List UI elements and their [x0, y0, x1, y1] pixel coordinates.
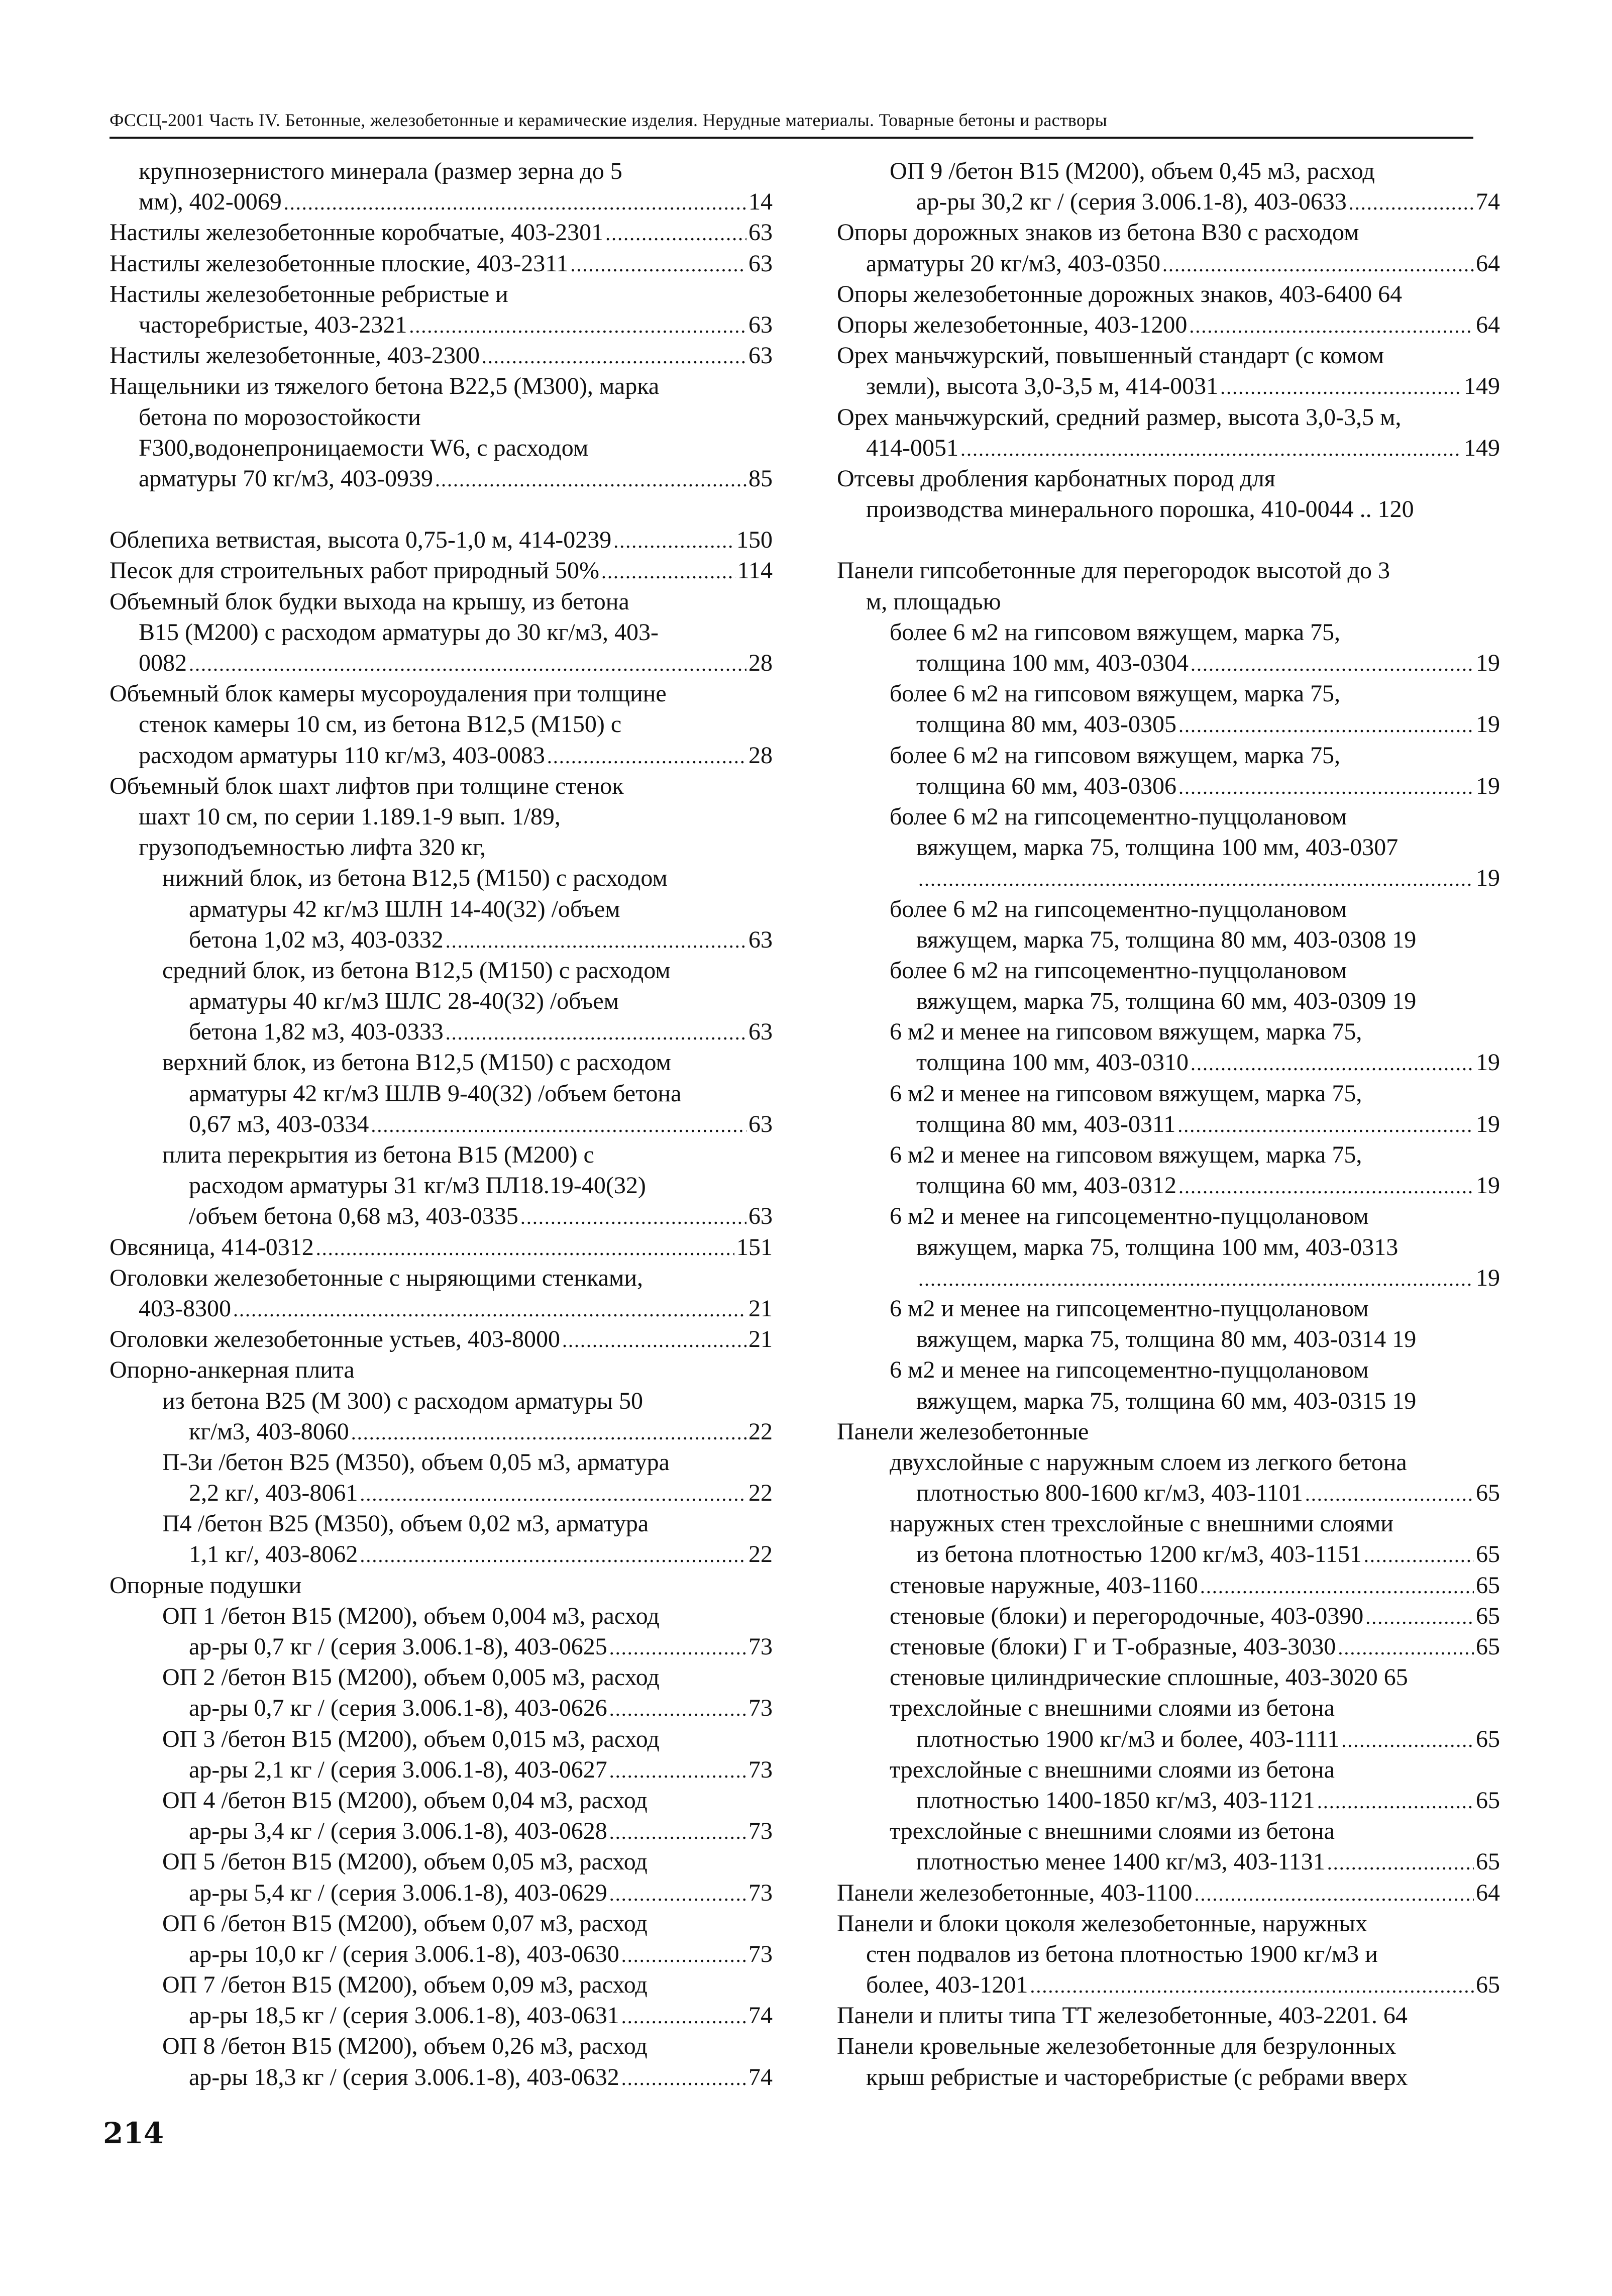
- index-entry-with-page: [110, 217, 773, 248]
- page-ref: 74: [748, 2063, 773, 2091]
- index-entry-line: Опоры дорожных знаков из бетона В30 с расходом: [837, 219, 1359, 246]
- index-entry-with-page: [837, 863, 1500, 893]
- dot-leader: [601, 556, 735, 587]
- index-entry-with-page: [110, 1754, 773, 1785]
- index-entry-with-page: [110, 309, 773, 340]
- page-ref: 14: [748, 188, 773, 216]
- index-entry-line: ОП 1 /бетон В15 (М200), объем 0,004 м3, расход: [162, 1602, 660, 1629]
- entry-text: ар-ры 0,7 кг / (серия 3.006.1-8), 403-0625: [189, 1633, 607, 1660]
- index-entry-with-page: [837, 1570, 1500, 1601]
- page-ref: 73: [748, 1633, 773, 1660]
- index-entry-line: Опорно-анкерная плита: [110, 1356, 355, 1384]
- entry-text: плотностью 1900 кг/м3 и более, 403-1111: [916, 1725, 1340, 1752]
- page-ref: 65: [1476, 1787, 1500, 1814]
- entry-text: толщина 100 мм, 403-0304: [916, 650, 1189, 676]
- index-entry-with-page: [110, 1539, 773, 1570]
- page-number: 214: [103, 2116, 164, 2150]
- dot-leader: [371, 1110, 746, 1140]
- index-entry-with-page: [110, 740, 773, 771]
- dot-leader: [1162, 249, 1474, 280]
- index-entry-line: П-3и /бетон В25 (М350), объем 0,05 м3, арматура: [162, 1448, 670, 1476]
- index-entry-line: Орех маньчжурский, повышенный стандарт (с комом: [837, 342, 1384, 369]
- header-rule: [110, 137, 1473, 139]
- entry-text: Опоры железобетонные, 403-1200: [837, 311, 1188, 338]
- dot-leader: [520, 1202, 746, 1232]
- page-ref: 65: [1476, 1480, 1500, 1507]
- dot-leader: [609, 1694, 746, 1724]
- index-entry-line: трехслойные с внешними слоями из бетона: [890, 1756, 1335, 1783]
- page-ref: 73: [748, 1940, 773, 1967]
- page-ref: 19: [1476, 865, 1500, 892]
- index-entry-line: стеновые цилиндрические сплошные, 403-3020 65: [890, 1664, 1408, 1691]
- index-entry-with-page: [837, 1478, 1500, 1508]
- index-entry-with-page: [837, 1263, 1500, 1293]
- index-entry-with-page: [837, 1601, 1500, 1631]
- page-ref: 63: [748, 926, 773, 953]
- dot-leader: [316, 1233, 734, 1264]
- dot-leader: [435, 464, 746, 495]
- page-ref: 65: [1476, 1633, 1500, 1660]
- page-ref: 63: [748, 342, 773, 369]
- dot-leader: [609, 1632, 746, 1663]
- dot-leader: [1327, 1847, 1474, 1878]
- page-ref: 65: [1476, 1848, 1500, 1875]
- index-entry-line: из бетона В25 (М 300) с расходом арматуры 50: [162, 1387, 643, 1414]
- index-entry-line: 6 м2 и менее на гипсовом вяжущем, марка 75,: [890, 1018, 1362, 1046]
- index-entry-with-page: [110, 1232, 773, 1263]
- index-entry-with-page: [837, 1969, 1500, 2000]
- dot-leader: [1030, 1970, 1474, 2001]
- index-entry-with-page: [110, 340, 773, 371]
- dot-leader: [446, 1017, 746, 1048]
- dot-leader: [1200, 1571, 1474, 1602]
- index-entry-with-page: [110, 1416, 773, 1447]
- index-entry-line: Оголовки железобетонные с ныряющими стенками,: [110, 1264, 643, 1291]
- page-ref: 65: [1476, 1971, 1500, 1999]
- index-entry-with-page: [110, 1201, 773, 1231]
- page-ref: 22: [748, 1480, 773, 1507]
- index-column-left: [110, 156, 773, 2093]
- page-ref: 73: [748, 1818, 773, 1845]
- page-ref: 151: [736, 1233, 773, 1261]
- index-entry-line: вяжущем, марка 75, толщина 100 мм, 403-0307: [916, 834, 1399, 861]
- entry-text: Оголовки железобетонные устьев, 403-8000: [110, 1326, 560, 1353]
- index-entry-with-page: [837, 1877, 1500, 1908]
- dot-leader: [1191, 1048, 1474, 1079]
- page-ref: 63: [748, 1110, 773, 1137]
- page-ref: 19: [1476, 711, 1500, 738]
- page-ref: 65: [1476, 1725, 1500, 1752]
- dot-leader: [409, 310, 746, 341]
- dot-leader: [605, 218, 746, 249]
- entry-text: ар-ры 30,2 кг / (серия 3.006.1-8), 403-0633: [916, 188, 1347, 216]
- index-entry-with-page: [110, 525, 773, 555]
- entry-text: 0082: [139, 650, 187, 676]
- index-entry-line: П4 /бетон В25 (М350), объем 0,02 м3, арматура: [162, 1510, 649, 1537]
- index-entry-with-page: [110, 1324, 773, 1354]
- entry-text: 1,1 кг/, 403-8062: [189, 1541, 358, 1568]
- index-entry-with-page: [110, 924, 773, 955]
- entry-text: стеновые (блоки) Г и Т-образные, 403-3030: [890, 1633, 1336, 1660]
- index-entry-line: средний блок, из бетона В12,5 (М150) с расходом: [162, 957, 671, 984]
- index-entry-line: ОП 6 /бетон В15 (М200), объем 0,07 м3, расход: [162, 1910, 648, 1937]
- entry-text: ар-ры 18,5 кг / (серия 3.006.1-8), 403-0631: [189, 2002, 619, 2029]
- index-entry-line: Орех маньчжурский, средний размер, высота 3,0-3,5 м,: [837, 403, 1402, 431]
- page-ref: 19: [1476, 1110, 1500, 1137]
- entry-text: часторебристые, 403-2321: [139, 311, 407, 338]
- index-entry-with-page: [110, 648, 773, 678]
- page-ref: 85: [748, 465, 773, 492]
- page-ref: 19: [1476, 1049, 1500, 1076]
- index-entry-line: Панели железобетонные: [837, 1418, 1089, 1445]
- entry-text: 414-0051: [866, 434, 958, 461]
- entry-text: Овсяница, 414-0312: [110, 1233, 314, 1261]
- index-entry-line: Объемный блок будки выхода на крышу, из бетона: [110, 588, 629, 615]
- dot-leader: [351, 1417, 746, 1448]
- dot-leader: [446, 925, 746, 956]
- page-ref: 74: [1476, 188, 1500, 216]
- index-entry-line: вяжущем, марка 75, толщина 100 мм, 403-0313: [916, 1233, 1399, 1261]
- page-ref: 73: [748, 1695, 773, 1722]
- index-column-right: [837, 156, 1500, 2093]
- index-entry-line: Панели гипсобетонные для перегородок высотой до 3: [837, 557, 1390, 584]
- page-ref: 19: [1476, 650, 1500, 676]
- index-entry-line: Панели и плиты типа ТТ железобетонные, 403-2201. 64: [837, 2002, 1408, 2029]
- index-entry-line: плита перекрытия из бетона В15 (М200) с: [162, 1141, 594, 1168]
- entry-text: толщина 60 мм, 403-0312: [916, 1172, 1177, 1199]
- page-ref: 19: [1476, 1264, 1500, 1291]
- entry-text: мм), 402-0069: [139, 188, 282, 216]
- index-entry-line: более 6 м2 на гипсоцементно-пуццолановом: [890, 957, 1347, 984]
- index-entry-with-page: [837, 1631, 1500, 1662]
- entry-text: плотностью менее 1400 кг/м3, 403-1131: [916, 1848, 1325, 1875]
- index-entry-line: нижний блок, из бетона В12,5 (М150) с расходом: [162, 865, 668, 892]
- index-entry-line: ОП 2 /бетон В15 (М200), объем 0,005 м3, расход: [162, 1664, 660, 1691]
- index-entry-line: двухслойные с наружным слоем из легкого бетона: [890, 1448, 1407, 1476]
- dot-leader: [1349, 187, 1474, 218]
- index-entry-with-page: [837, 1724, 1500, 1754]
- entry-text: ар-ры 5,4 кг / (серия 3.006.1-8), 403-0629: [189, 1879, 607, 1906]
- dot-leader: [1178, 1171, 1474, 1202]
- index-entry-line: 6 м2 и менее на гипсоцементно-пуццолановом: [890, 1295, 1369, 1322]
- entry-text: бетона 1,02 м3, 403-0332: [189, 926, 444, 953]
- index-entry-with-page: [110, 1478, 773, 1508]
- index-entry-with-page: [110, 1016, 773, 1047]
- blank-line: [837, 525, 1500, 555]
- page-ref: 114: [737, 557, 773, 584]
- entry-text: Настилы железобетонные коробчатые, 403-2301: [110, 219, 604, 246]
- index-entry-with-page: [110, 463, 773, 494]
- entry-text: ар-ры 18,3 кг / (серия 3.006.1-8), 403-0632: [189, 2063, 619, 2091]
- index-entry-with-page: [110, 248, 773, 279]
- index-entry-line: Настилы железобетонные ребристые и: [110, 280, 508, 307]
- page-ref: 28: [748, 742, 773, 769]
- index-entry-line: Панели и блоки цоколя железобетонные, наружных: [837, 1910, 1367, 1937]
- entry-text: стеновые наружные, 403-1160: [890, 1572, 1198, 1599]
- entry-text: толщина 80 мм, 403-0311: [916, 1110, 1176, 1137]
- entry-text: расходом арматуры 110 кг/м3, 403-0083: [139, 742, 545, 769]
- page-ref: 65: [1476, 1602, 1500, 1629]
- page-ref: 63: [748, 1018, 773, 1046]
- entry-text: арматуры 20 кг/м3, 403-0350: [866, 250, 1160, 277]
- dot-leader: [918, 864, 1474, 894]
- index-entry-line: наружных стен трехслойные с внешними слоями: [890, 1510, 1393, 1537]
- dot-leader: [621, 2063, 746, 2094]
- running-header: ФССЦ-2001 Часть IV. Бетонные, железобетонные и керамические изделия. Нерудные материалы. Товарные бетоны и растворы: [110, 110, 1108, 130]
- entry-text: Настилы железобетонные плоские, 403-2311: [110, 250, 569, 277]
- index-entry-line: бетона по морозостойкости: [139, 403, 421, 431]
- dot-leader: [1177, 1110, 1474, 1140]
- index-entry-with-page: [110, 1693, 773, 1723]
- page-ref: 63: [748, 219, 773, 246]
- dot-leader: [571, 249, 746, 280]
- index-entry-line: ОП 5 /бетон В15 (М200), объем 0,05 м3, расход: [162, 1848, 648, 1875]
- entry-text: арматуры 70 кг/м3, 403-0939: [139, 465, 433, 492]
- entry-text: Песок для строительных работ природный 50%: [110, 557, 599, 584]
- index-entry-line: стенок камеры 10 см, из бетона В12,5 (М150) с: [139, 711, 622, 738]
- entry-text: 2,2 кг/, 403-8061: [189, 1480, 358, 1507]
- index-entry-with-page: [837, 771, 1500, 801]
- dot-leader: [1364, 1540, 1474, 1571]
- entry-text: ар-ры 3,4 кг / (серия 3.006.1-8), 403-0628: [189, 1818, 607, 1845]
- index-entry-with-page: [110, 1631, 773, 1662]
- dot-leader: [1305, 1479, 1474, 1509]
- entry-text: ар-ры 0,7 кг / (серия 3.006.1-8), 403-0626: [189, 1695, 607, 1722]
- index-entry-with-page: [110, 1939, 773, 1969]
- page-ref: 22: [748, 1418, 773, 1445]
- page-ref: 149: [1464, 373, 1500, 400]
- page-ref: 19: [1476, 772, 1500, 799]
- index-entry-line: верхний блок, из бетона В12,5 (М150) с расходом: [162, 1049, 671, 1076]
- index-entry-line: трехслойные с внешними слоями из бетона: [890, 1695, 1335, 1722]
- entry-text: /объем бетона 0,68 м3, 403-0335: [189, 1203, 518, 1230]
- index-entry-with-page: [110, 1816, 773, 1846]
- entry-text: Панели железобетонные, 403-1100: [837, 1879, 1193, 1906]
- page-ref: 149: [1464, 434, 1500, 461]
- index-entry-with-page: [837, 1170, 1500, 1201]
- index-entry-with-page: [110, 1293, 773, 1324]
- index-entry-with-page: [837, 309, 1500, 340]
- index-entry-with-page: [110, 1109, 773, 1139]
- index-entry-with-page: [110, 1877, 773, 1908]
- entry-text: более, 403-1201: [866, 1971, 1028, 1999]
- index-entry-with-page: [110, 2062, 773, 2093]
- entry-text: стеновые (блоки) и перегородочные, 403-0390: [890, 1602, 1364, 1629]
- index-entry-line: арматуры 42 кг/м3 ШЛН 14-40(32) /объем: [189, 895, 620, 922]
- page-ref: 21: [748, 1326, 773, 1353]
- entry-text: Облепиха ветвистая, высота 0,75-1,0 м, 414-0239: [110, 527, 612, 554]
- index-entry-line: 6 м2 и менее на гипсоцементно-пуццолановом: [890, 1356, 1369, 1384]
- index-entry-line: ОП 3 /бетон В15 (М200), объем 0,015 м3, расход: [162, 1725, 660, 1752]
- entry-text: плотностью 1400-1850 кг/м3, 403-1121: [916, 1787, 1315, 1814]
- dot-leader: [1178, 772, 1474, 802]
- dot-leader: [1365, 1602, 1474, 1632]
- entry-text: 0,67 м3, 403-0334: [189, 1110, 369, 1137]
- index-entry-line: Нащельники из тяжелого бетона В22,5 (М300), марка: [110, 373, 660, 400]
- index-entry-line: более 6 м2 на гипсовом вяжущем, марка 75,: [890, 618, 1341, 646]
- index-entry-line: Объемный блок камеры мусороудаления при толщине: [110, 680, 667, 707]
- page-ref: 150: [736, 527, 773, 554]
- index-entry-line: В15 (М200) с расходом арматуры до 30 кг/м3, 403-: [139, 618, 659, 646]
- index-entry-with-page: [837, 648, 1500, 678]
- dot-leader: [621, 1940, 746, 1970]
- dot-leader: [562, 1325, 746, 1355]
- dot-leader: [960, 434, 1462, 464]
- page-ref: 73: [748, 1756, 773, 1783]
- entry-text: кг/м3, 403-8060: [189, 1418, 349, 1445]
- index-entry-line: вяжущем, марка 75, толщина 60 мм, 403-0315 19: [916, 1387, 1417, 1414]
- index-entry-line: ОП 9 /бетон В15 (М200), объем 0,45 м3, расход: [890, 158, 1375, 184]
- index-entry-line: Объемный блок шахт лифтов при толщине стенок: [110, 772, 624, 799]
- page-ref: 63: [748, 1203, 773, 1230]
- index-entry-line: стен подвалов из бетона плотностью 1900 кг/м3 и: [866, 1940, 1378, 1967]
- blank-line: [110, 494, 773, 525]
- index-entry-line: производства минерального порошка, 410-0044 .. 120: [866, 496, 1414, 523]
- page-ref: 64: [1476, 1879, 1500, 1906]
- entry-text: 403-8300: [139, 1295, 231, 1322]
- index-entry-with-page: [837, 248, 1500, 279]
- index-entry-with-page: [837, 433, 1500, 463]
- dot-leader: [1189, 310, 1474, 341]
- dot-leader: [1317, 1786, 1474, 1817]
- index-entry-line: Опоры железобетонные дорожных знаков, 403-6400 64: [837, 280, 1403, 307]
- dot-leader: [360, 1540, 746, 1571]
- dot-leader: [1195, 1878, 1474, 1909]
- index-entry-line: ОП 7 /бетон В15 (М200), объем 0,09 м3, расход: [162, 1971, 648, 1999]
- entry-text: толщина 100 мм, 403-0310: [916, 1049, 1189, 1076]
- page-ref: 64: [1476, 250, 1500, 277]
- entry-text: ар-ры 10,0 кг / (серия 3.006.1-8), 403-0630: [189, 1940, 619, 1967]
- index-entry-line: Отсевы дробления карбонатных пород для: [837, 465, 1275, 492]
- index-entry-with-page: [837, 709, 1500, 740]
- index-entry-line: арматуры 42 кг/м3 ШЛВ 9-40(32) /объем бетона: [189, 1080, 682, 1107]
- index-entry-line: вяжущем, марка 75, толщина 80 мм, 403-0308 19: [916, 926, 1417, 953]
- page-ref: 65: [1476, 1572, 1500, 1599]
- index-entry-line: Панели кровельные железобетонные для безрулонных: [837, 2033, 1396, 2060]
- page-ref: 63: [748, 311, 773, 338]
- page-ref: 21: [748, 1295, 773, 1322]
- index-entry-line: ОП 8 /бетон В15 (М200), объем 0,26 м3, расход: [162, 2033, 648, 2060]
- index-entry-with-page: [837, 371, 1500, 401]
- dot-leader: [609, 1878, 746, 1909]
- index-entry-line: вяжущем, марка 75, толщина 80 мм, 403-0314 19: [916, 1326, 1417, 1353]
- index-entry-line: более 6 м2 на гипсоцементно-пуццолановом: [890, 803, 1347, 830]
- index-entry-line: вяжущем, марка 75, толщина 60 мм, 403-0309 19: [916, 988, 1417, 1015]
- page-ref: 74: [748, 2002, 773, 2029]
- entry-text: бетона 1,82 м3, 403-0333: [189, 1018, 444, 1046]
- dot-leader: [609, 1817, 746, 1847]
- entry-text: плотностью 800-1600 кг/м3, 403-1101: [916, 1480, 1303, 1507]
- index-entry-line: ОП 4 /бетон В15 (М200), объем 0,04 м3, расход: [162, 1787, 648, 1814]
- dot-leader: [189, 649, 746, 679]
- page-ref: 19: [1476, 1172, 1500, 1199]
- index-entry-line: F300,водонепроницаемости W6, с расходом: [139, 434, 589, 461]
- entry-text: толщина 80 мм, 403-0305: [916, 711, 1177, 738]
- entry-text: ар-ры 2,1 кг / (серия 3.006.1-8), 403-0627: [189, 1756, 607, 1783]
- dot-leader: [1178, 710, 1474, 741]
- dot-leader: [233, 1294, 746, 1325]
- index-entry-with-page: [837, 1047, 1500, 1078]
- index-entry-line: шахт 10 см, по серии 1.189.1-9 вып. 1/89,: [139, 803, 561, 830]
- dot-leader: [482, 341, 746, 372]
- index-entry-line: 6 м2 и менее на гипсовом вяжущем, марка 75,: [890, 1080, 1362, 1107]
- index-entry-line: более 6 м2 на гипсоцементно-пуццолановом: [890, 895, 1347, 922]
- dot-leader: [547, 741, 746, 772]
- dot-leader: [613, 526, 734, 556]
- index-entry-line: трехслойные с внешними слоями из бетона: [890, 1818, 1335, 1845]
- page-ref: 65: [1476, 1541, 1500, 1568]
- index-entry-line: Опорные подушки: [110, 1572, 302, 1599]
- index-entry-with-page: [837, 1785, 1500, 1816]
- entry-text: из бетона плотностью 1200 кг/м3, 403-1151: [916, 1541, 1362, 1568]
- page-ref: 28: [748, 650, 773, 676]
- page-ref: 63: [748, 250, 773, 277]
- index-entry-line: более 6 м2 на гипсовом вяжущем, марка 75,: [890, 742, 1341, 769]
- dot-leader: [360, 1479, 746, 1509]
- index-entry-line: крупнозернистого минерала (размер зерна до 5: [139, 158, 622, 184]
- dot-leader: [621, 2001, 746, 2032]
- dot-leader: [1220, 372, 1462, 402]
- dot-leader: [284, 187, 746, 218]
- dot-leader: [609, 1755, 746, 1786]
- index-entry-line: арматуры 40 кг/м3 ШЛС 28-40(32) /объем: [189, 988, 619, 1015]
- page-ref: 73: [748, 1879, 773, 1906]
- dot-leader: [1191, 649, 1474, 679]
- index-entry-with-page: [837, 1846, 1500, 1877]
- index-entry-line: 6 м2 и менее на гипсовом вяжущем, марка 75,: [890, 1141, 1362, 1168]
- index-entry-line: м, площадью: [866, 588, 1001, 615]
- index-entry-line: грузоподъемностью лифта 320 кг,: [139, 834, 486, 861]
- dot-leader: [1338, 1632, 1474, 1663]
- entry-text: Настилы железобетонные, 403-2300: [110, 342, 480, 369]
- index-entry-with-page: [837, 1109, 1500, 1139]
- index-entry-with-page: [837, 1539, 1500, 1570]
- page-ref: 22: [748, 1541, 773, 1568]
- dot-leader: [918, 1264, 1474, 1294]
- entry-text: земли), высота 3,0-3,5 м, 414-0031: [866, 373, 1219, 400]
- index-entry-line: более 6 м2 на гипсовом вяжущем, марка 75,: [890, 680, 1341, 707]
- entry-text: толщина 60 мм, 403-0306: [916, 772, 1177, 799]
- index-entry-line: 6 м2 и менее на гипсоцементно-пуццолановом: [890, 1203, 1369, 1230]
- index-entry-with-page: [110, 2000, 773, 2031]
- index-entry-line: крыш ребристые и часторебристые (с ребрами вверх: [866, 2063, 1408, 2091]
- index-entry-line: расходом арматуры 31 кг/м3 ПЛ18.19-40(32): [189, 1172, 646, 1199]
- index-entry-with-page: [110, 186, 773, 217]
- page-ref: 64: [1476, 311, 1500, 338]
- index-entry-with-page: [110, 555, 773, 586]
- index-entry-with-page: [837, 186, 1500, 217]
- dot-leader: [1341, 1725, 1474, 1755]
